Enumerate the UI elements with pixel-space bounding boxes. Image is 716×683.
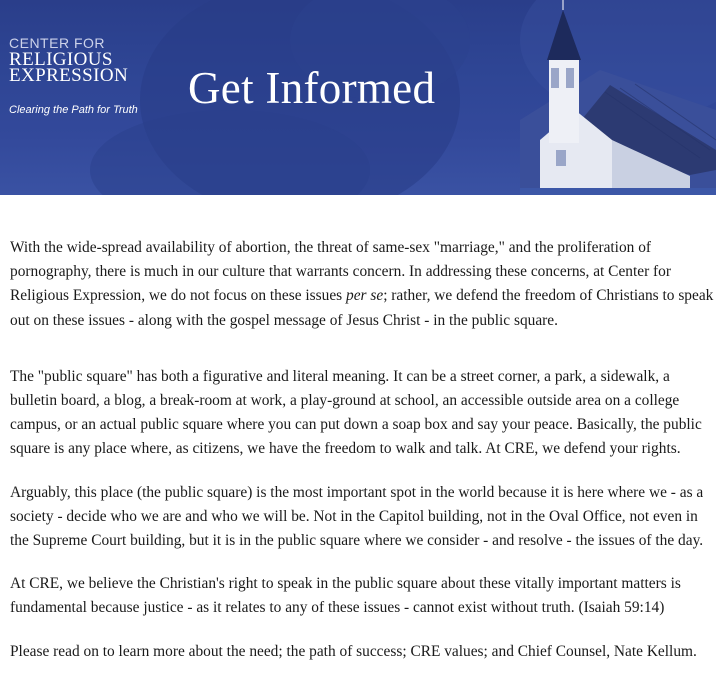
logo-line-religious: RELIGIOUS [9,49,113,70]
logo[interactable] [9,36,128,84]
paragraph-1-text-b: ; rather, we defend the freedom of Christians to speak out on these issues - along with the gospel message of Jesus Christ - in the public square. [10,287,714,329]
logo-line-expression: EXPRESSION [9,65,129,86]
paragraph-5: Please read on to learn more about the need; the path of success; CRE values; and Chief Counsel, Nate Kellum. [10,642,697,660]
paragraph-1-emphasis: per se [346,287,384,305]
paragraph-3: Arguably, this place (the public square) is the most important spot in the world because it is here where we - as a society - decide who we are and who we will be. Not in the Capitol building, not in the Oval Office, not even in the Supreme Court building, but it is in the public square where we consider - and resolve - the issues of the day. [10,483,704,550]
logo-line-center-for: CENTER FOR [9,35,105,51]
article-body [10,236,714,683]
page-title: Get Informed [188,63,436,113]
paragraph-1-text-a: With the wide-spread availability of abortion, the threat of same-sex "marriage," and the proliferation of pornography, there is much in our culture that warrants concern. In addressing these concerns, at Center for Religious Expression, we do not focus on these issues [10,239,671,305]
header-banner [0,0,716,195]
tagline: Clearing the Path for Truth [9,104,138,116]
paragraph-4: At CRE, we believe the Christian's right to speak in the public square about these vitally important matters is fundamental because justice - as it relates to any of these issues - cannot exist without truth. (Isaiah 59:14) [10,575,681,617]
paragraph-1 [10,236,714,333]
paragraph-2: The "public square" has both a figurative and literal meaning. It can be a street corner, a park, a sidewalk, a bulletin board, a blog, a break-room at work, a play-ground at school, an accessible outside area on a college campus, or an actual public square where you can put down a soap box and say your peace. Basically, the public square is any place where, as citizens, we have the freedom to walk and talk. At CRE, we defend your rights. [10,367,702,458]
